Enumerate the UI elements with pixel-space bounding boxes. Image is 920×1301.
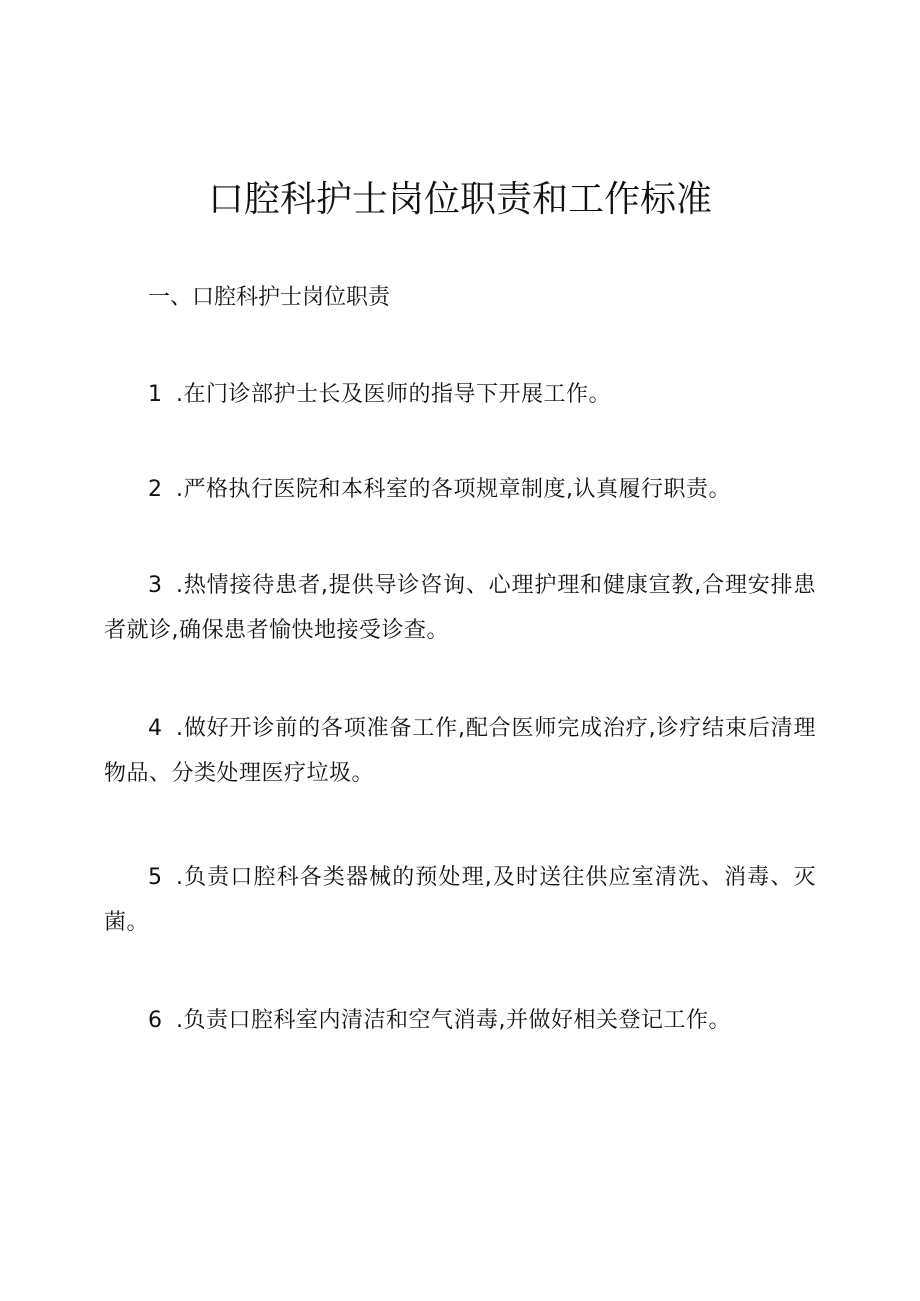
duty-item bbox=[104, 467, 816, 512]
section-heading: 一、口腔科护士岗位职责 bbox=[148, 285, 391, 310]
item-text: .负责口腔科各类器械的预处理,及时送往供应室清洗、消毒、灭菌。 bbox=[104, 865, 816, 935]
item-text: .严格执行医院和本科室的各项规章制度,认真履行职责。 bbox=[176, 477, 731, 502]
item-text: .做好开诊前的各项准备工作,配合医师完成治疗,诊疗结束后清理物品、分类处理医疗垃圾。 bbox=[104, 716, 816, 786]
duty-item bbox=[104, 372, 816, 417]
item-text: .在门诊部护士长及医师的指导下开展工作。 bbox=[176, 382, 611, 407]
item-text: .热情接待患者,提供导诊咨询、心理护理和健康宣教,合理安排患者就诊,确保患者愉快地接受诊查。 bbox=[104, 573, 816, 643]
item-number: 5 bbox=[148, 865, 163, 890]
item-number: 3 bbox=[148, 573, 163, 598]
duty-item bbox=[104, 998, 816, 1043]
item-text: .负责口腔科室内清洁和空气消毒,并做好相关登记工作。 bbox=[176, 1008, 731, 1033]
duty-item bbox=[104, 563, 816, 653]
duty-item bbox=[104, 706, 816, 796]
item-number: 4 bbox=[148, 716, 163, 741]
document-title: 口腔科护士岗位职责和工作标准 bbox=[207, 179, 712, 220]
item-number: 6 bbox=[148, 1008, 163, 1033]
duty-item bbox=[104, 855, 816, 945]
item-number: 1 bbox=[148, 382, 163, 407]
item-number: 2 bbox=[148, 477, 163, 502]
